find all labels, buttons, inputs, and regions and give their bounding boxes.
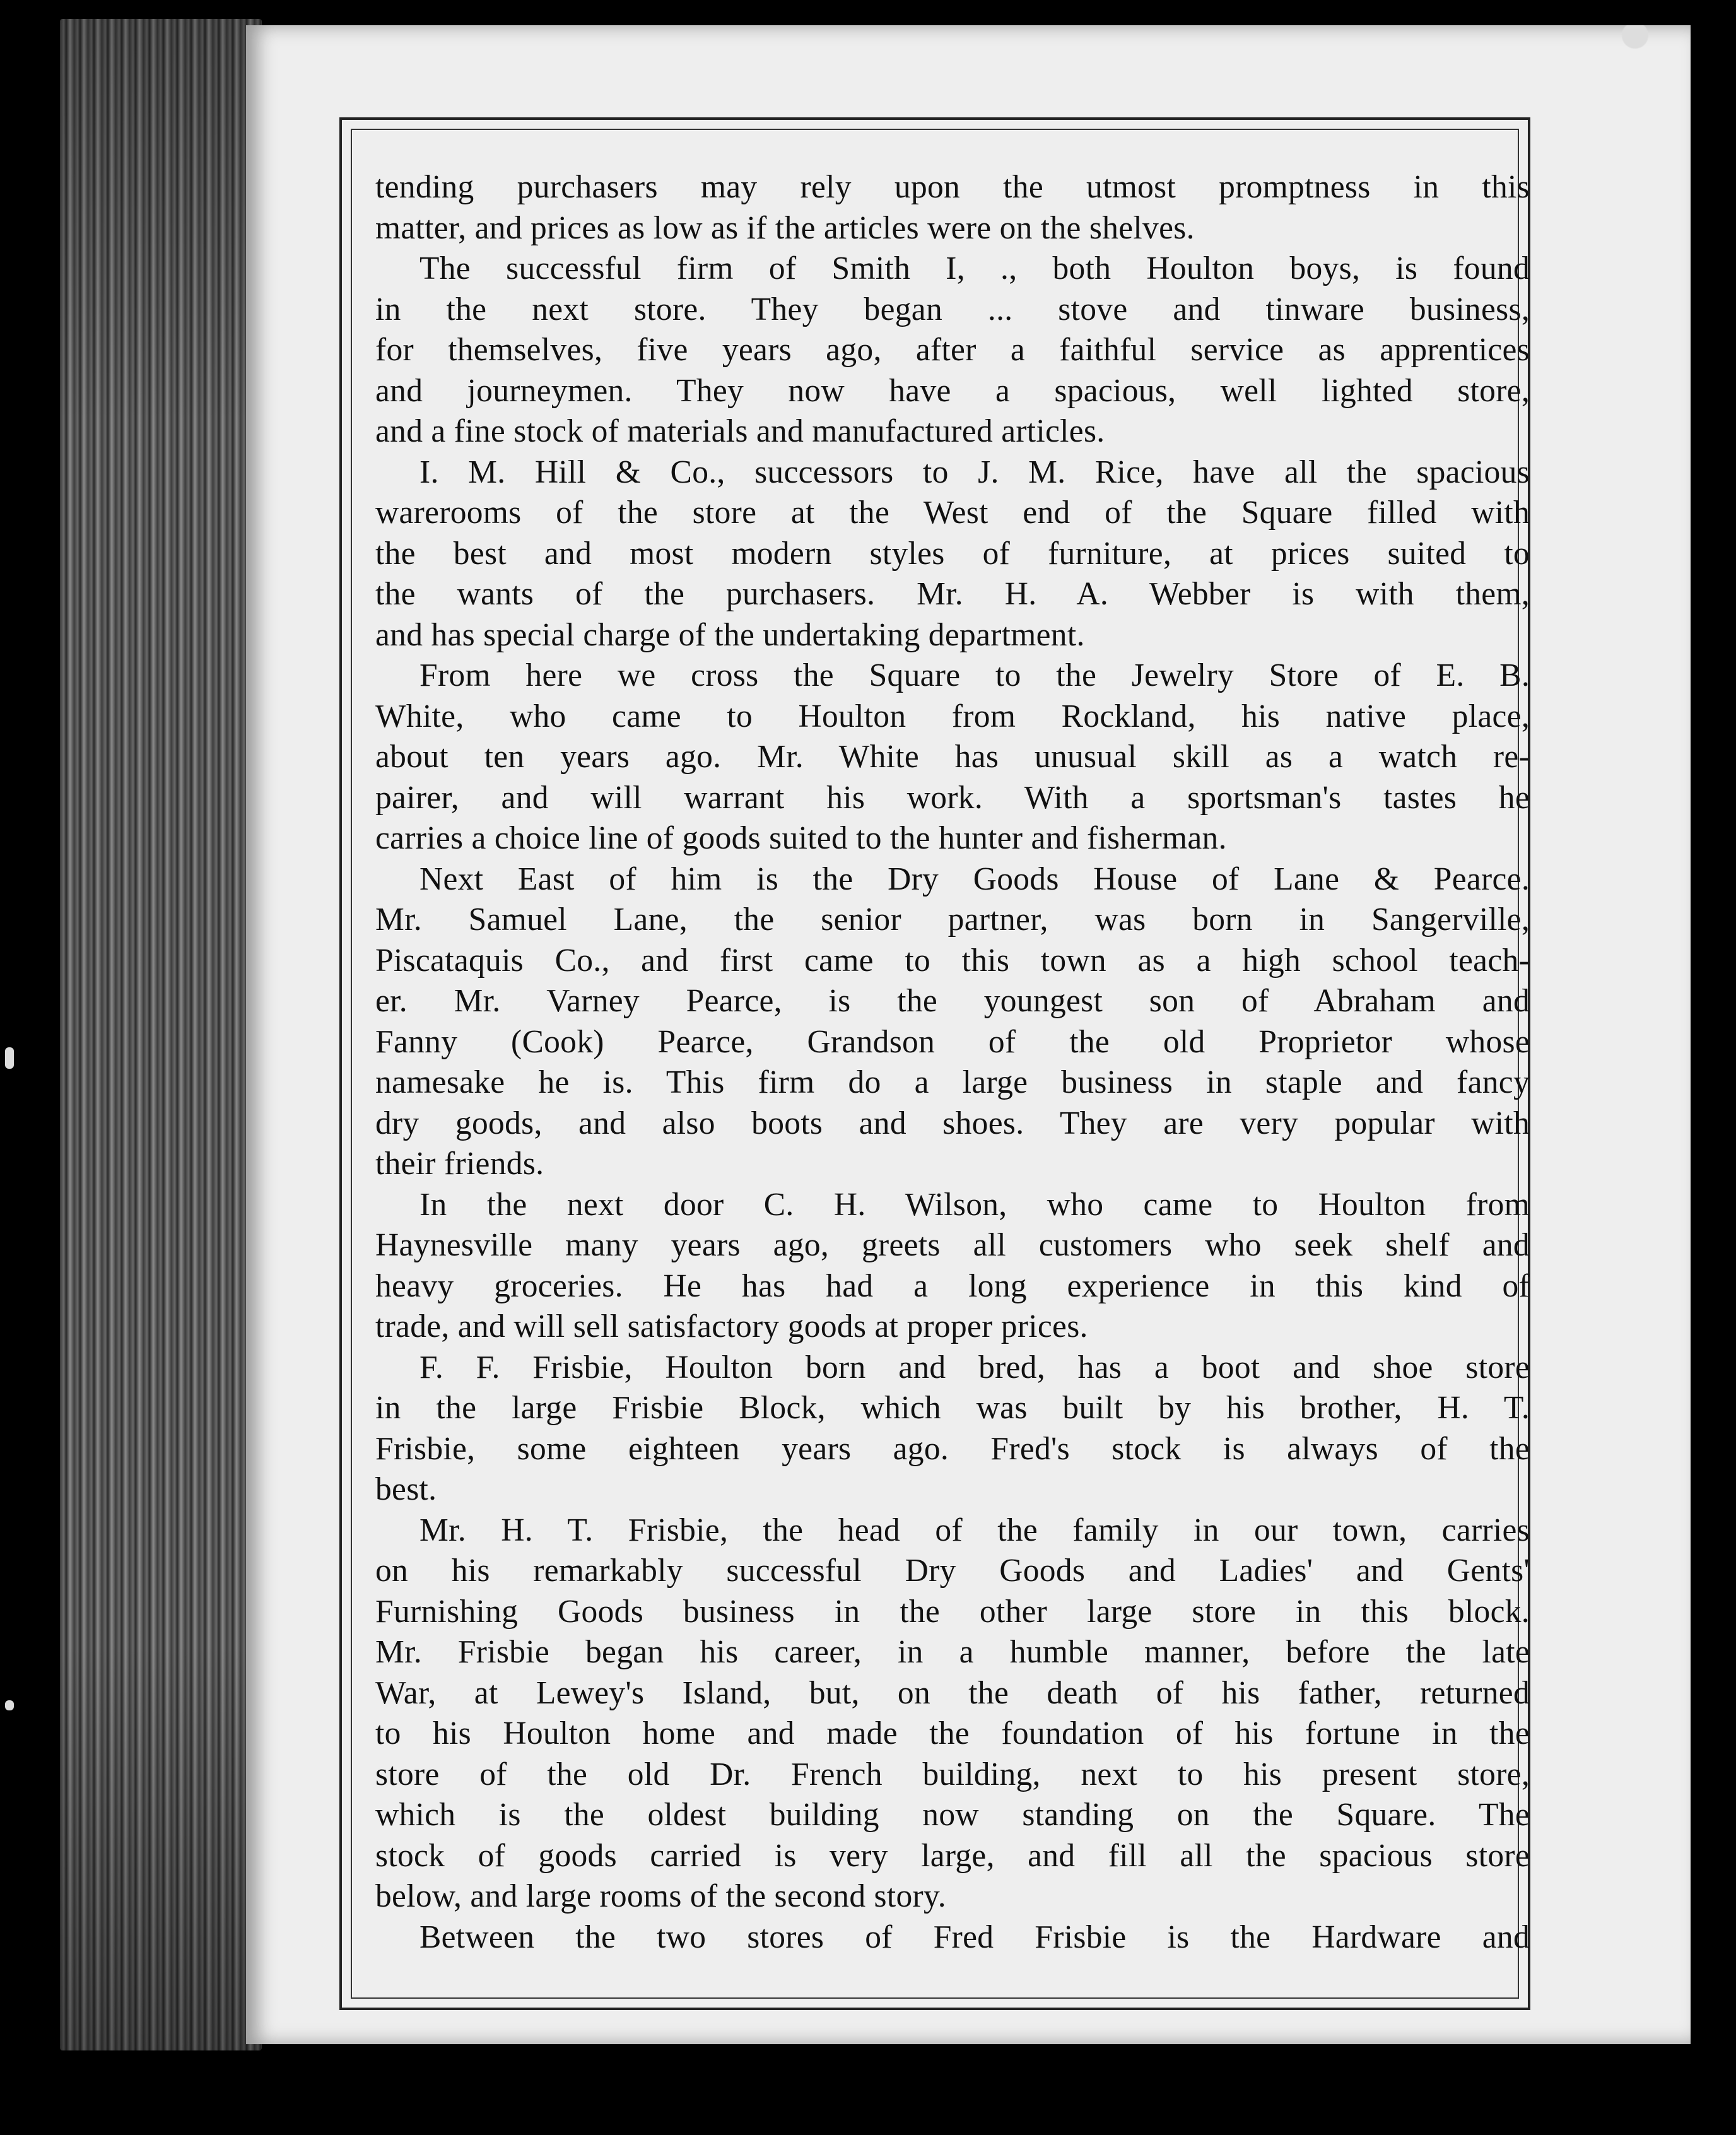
paragraph-line: Mr. Samuel Lane, the senior partner, was born in Sangerville, xyxy=(375,902,1530,938)
paragraph-line: matter, and prices as low as if the articles were on the shelves. xyxy=(375,209,1195,246)
paragraph-line: trade, and will sell satisfactory goods at proper prices. xyxy=(375,1309,1088,1344)
paragraph-first-line: In the next door C. H. Wilson, who came to Houlton from xyxy=(419,1186,1530,1223)
paragraph-first-line: Next East of him is the Dry Goods House of Lane & Pearce. xyxy=(419,861,1530,897)
paragraph-line: which is the oldest building now standing on the Square. The xyxy=(375,1797,1530,1833)
paragraph-first-line: The successful firm of Smith I, ., both Houlton boys, is found xyxy=(419,250,1530,286)
paragraph-line: to his Houlton home and made the foundation of his fortune in the xyxy=(375,1715,1530,1751)
paragraph-line: Frisbie, some eighteen years ago. Fred's stock is always of the xyxy=(375,1430,1530,1467)
paragraph-line: carries a choice line of goods suited to the hunter and fisherman. xyxy=(375,820,1227,856)
paragraph-line: in the next store. They began ... stove and tinware business, xyxy=(375,291,1530,327)
paragraph-first-line: I. M. Hill & Co., successors to J. M. Rice, have all the spacious xyxy=(419,454,1530,490)
paragraph-line: about ten years ago. Mr. White has unusual skill as a watch re- xyxy=(375,739,1530,775)
paragraph-line: for themselves, five years ago, after a faithful service as apprentices xyxy=(375,332,1530,368)
paragraph-line: Haynesville many years ago, greets all customers who seek shelf and xyxy=(375,1227,1530,1263)
paragraph-line: namesake he is. This firm do a large business in staple and fancy xyxy=(375,1064,1530,1100)
book-page xyxy=(246,25,1691,2044)
paragraph-line: their friends. xyxy=(375,1146,544,1182)
paragraph-line: er. Mr. Varney Pearce, is the youngest son of Abraham and xyxy=(375,983,1530,1019)
paragraph-line: Fanny (Cook) Pearce, Grandson of the old Proprietor whose xyxy=(375,1023,1530,1060)
paragraph-first-line: Between the two stores of Fred Frisbie is the Hardware and xyxy=(419,1919,1530,1955)
paragraph-line: Mr. Frisbie began his career, in a humble manner, before the late xyxy=(375,1634,1530,1670)
paragraph-line: and has special charge of the undertaking department. xyxy=(375,616,1085,653)
paragraph-line: in the large Frisbie Block, which was built by his brother, H. T. xyxy=(375,1390,1530,1426)
page-edge-shadow xyxy=(60,19,262,2050)
paragraph-first-line: Mr. H. T. Frisbie, the head of the family in our town, carries xyxy=(419,1512,1530,1548)
paragraph-line: stock of goods carried is very large, and fill all the spacious store xyxy=(375,1837,1530,1874)
paragraph-line: and a fine stock of materials and manufactured articles. xyxy=(375,413,1105,449)
paragraph-line: below, and large rooms of the second story. xyxy=(375,1878,946,1914)
margin-mark xyxy=(5,1047,14,1069)
page-body-text xyxy=(375,167,1530,1958)
paragraph-line: on his remarkably successful Dry Goods and Ladies' and Gents' xyxy=(375,1553,1530,1589)
paragraph-line: best. xyxy=(375,1471,437,1507)
paragraph-line: pairer, and will warrant his work. With a sportsman's tastes he xyxy=(375,779,1530,816)
paragraph-first-line: tending purchasers may rely upon the utmost promptness in this xyxy=(375,169,1530,205)
paragraph-first-line: From here we cross the Square to the Jewelry Store of E. B. xyxy=(419,657,1530,693)
paper-damage-mark xyxy=(1615,25,1665,50)
paragraph-line: store of the old Dr. French building, next to his present store, xyxy=(375,1756,1530,1792)
paragraph-line: Piscataquis Co., and first came to this town as a high school teach- xyxy=(375,942,1530,979)
paragraph-line: the best and most modern styles of furniture, at prices suited to xyxy=(375,535,1530,572)
paragraph-line: warerooms of the store at the West end of the Square filled with xyxy=(375,495,1530,531)
paragraph-line: heavy groceries. He has had a long experience in this kind of xyxy=(375,1267,1530,1304)
paragraph-line: White, who came to Houlton from Rockland, his native place, xyxy=(375,698,1530,734)
paragraph-line: and journeymen. They now have a spacious, well lighted store, xyxy=(375,372,1530,409)
paragraph-line: Furnishing Goods business in the other large store in this block. xyxy=(375,1593,1530,1630)
paragraph-first-line: F. F. Frisbie, Houlton born and bred, has a boot and shoe store xyxy=(419,1349,1530,1385)
paragraph-line: the wants of the purchasers. Mr. H. A. Webber is with them, xyxy=(375,576,1530,612)
paragraph-line: War, at Lewey's Island, but, on the death of his father, returned xyxy=(375,1674,1530,1711)
paragraph-line: dry goods, and also boots and shoes. They are very popular with xyxy=(375,1105,1530,1141)
margin-mark xyxy=(5,1700,14,1710)
